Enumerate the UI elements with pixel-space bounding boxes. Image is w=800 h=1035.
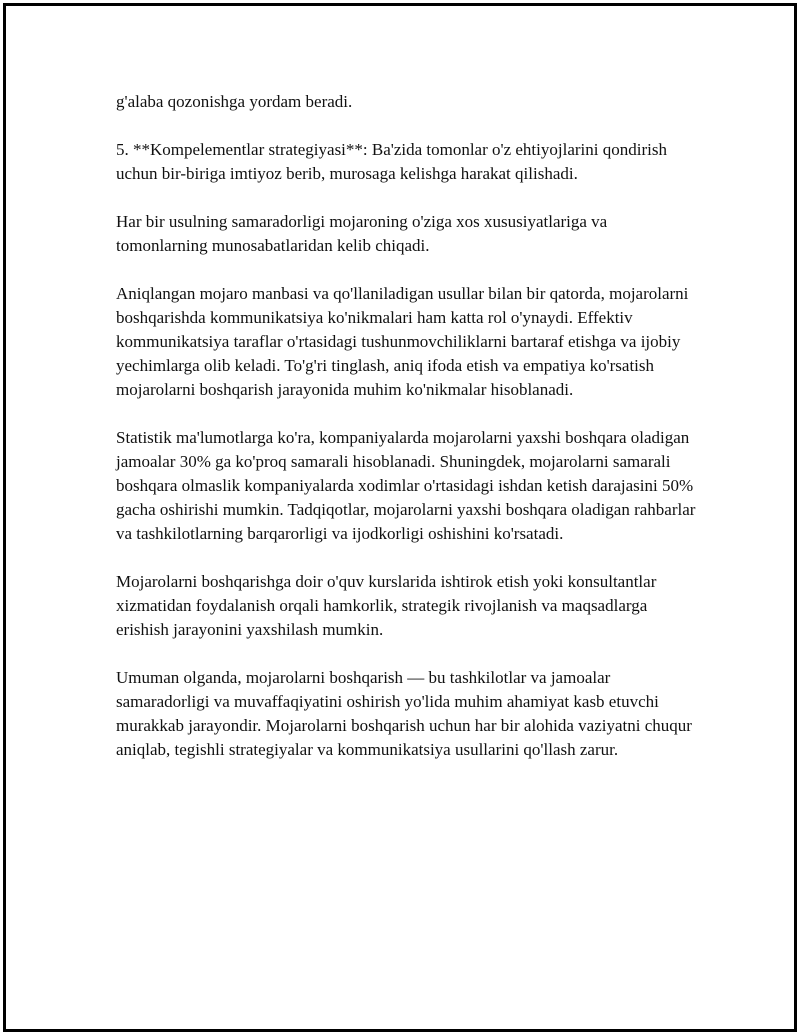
paragraph-conclusion: Umuman olganda, mojarolarni boshqarish — bu tashkilotlar va jamoalar samaradorligi va muvaffaqiyatini oshirish yo'lida muhim ahamiyat kasb etuvchi murakkab jarayondir. Mojarolarni boshqarish uchun har bir alohida vaziyatni chuqur aniqlab, tegishli strategiyalar va kommunikatsiya usullarini qo'llash zarur. xyxy=(116,668,692,759)
paragraph-effectiveness: Har bir usulning samaradorligi mojaroning o'ziga xos xususiyatlariga va tomonlarning munosabatlaridan kelib chiqadi. xyxy=(116,212,608,255)
paragraph-statistics: Statistik ma'lumotlarga ko'ra, kompaniyalarda mojarolarni yaxshi boshqara oladigan jamoalar 30% ga ko'proq samarali hisoblanadi. Shuningdek, mojarolarni samarali boshqara olmaslik kompaniyalarda xodimlar o'rtasidagi ishdan ketish darajasini 50% gacha oshirishi mumkin. Tadqiqotlar, mojarolarni yaxshi boshqara oladigan rahbarlar va tashkilotlarning barqarorligi va ijodkorligi oshishini ko'rsatadi. xyxy=(116,428,696,543)
paragraph-continuation: g'alaba qozonishga yordam beradi. xyxy=(116,92,353,111)
paragraph-training: Mojarolarni boshqarishga doir o'quv kurslarida ishtirok etish yoki konsultantlar xizmatidan foydalanish orqali hamkorlik, strategik rivojlanish va maqsadlarga erishish jarayonini yaxshilash mumkin. xyxy=(116,572,657,639)
document-body xyxy=(116,90,696,786)
paragraph-strategy-5: 5. **Kompelementlar strategiyasi**: Ba'zida tomonlar o'z ehtiyojlarini qondirish uchun bir-biriga imtiyoz berib, murosaga kelishga harakat qilishadi. xyxy=(116,140,667,183)
paragraph-communication: Aniqlangan mojaro manbasi va qo'llaniladigan usullar bilan bir qatorda, mojarolarni boshqarishda kommunikatsiya ko'nikmalari ham katta rol o'ynaydi. Effektiv kommunikatsiya taraflar o'rtasidagi tushunmovchiliklarni bartaraf etishga va ijobiy yechimlarga olib keladi. To'g'ri tinglash, aniq ifoda etish va empatiya ko'rsatish mojarolarni boshqarish jarayonida muhim ko'nikmalar hisoblanadi. xyxy=(116,284,689,399)
